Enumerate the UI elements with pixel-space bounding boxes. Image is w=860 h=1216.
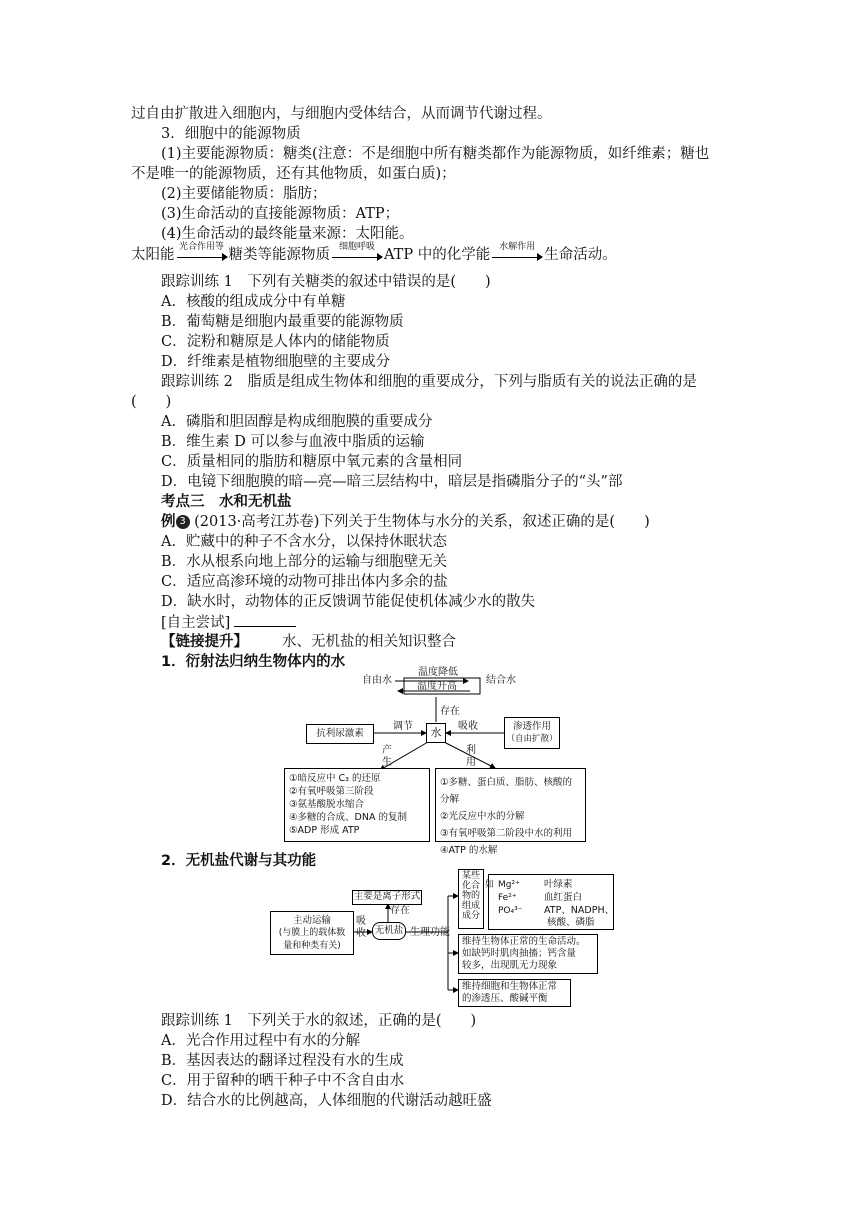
ion-mg-target: 叶绿素 xyxy=(544,879,573,890)
example-label: 例 xyxy=(161,514,176,530)
option: C．用于留种的晒干种子中不含自由水 xyxy=(161,1073,405,1089)
ru-label: 如 xyxy=(485,880,495,890)
temp-down-label: 温度降低 xyxy=(418,667,458,678)
sub-heading: 2．无机盐代谢与其功能 xyxy=(161,853,317,869)
ion-box xyxy=(485,874,615,930)
list-item: ④ATP 的水解 xyxy=(440,845,498,856)
question-stem-cont: ( ) xyxy=(131,394,172,410)
salt-node: 无机盐 xyxy=(372,922,406,940)
question-stem: 跟踪训练 1 下列有关糖类的叙述中错误的是( ) xyxy=(161,274,491,290)
example-text: (2013·高考江苏卷)下列关于生物体与水分的关系，叙述正确的是( ) xyxy=(194,514,650,530)
compound-box: 某些化合物的组成成分 xyxy=(458,869,484,929)
option: A．光合作用过程中有水的分解 xyxy=(161,1033,360,1049)
absorb-label: 吸收 xyxy=(458,721,478,732)
text-line: (4)生命活动的最终能量来源：太阳能。 xyxy=(161,226,414,242)
exist-label: 存在 xyxy=(440,706,460,717)
temp-up-label: 温度升高 xyxy=(417,681,457,692)
option: D．缺水时，动物体的正反馈调节能促使机体减少水的散失 xyxy=(161,594,536,610)
balance-box: 维持细胞和生物体正常 的渗透压、酸碱平衡 xyxy=(458,979,571,1007)
list-item: ③有氧呼吸第二阶段中水的利用 xyxy=(440,828,573,839)
option: C．质量相同的脂肪和糖原中氧元素的含量相同 xyxy=(161,454,463,470)
example-number: 3 xyxy=(176,515,190,529)
option: A．核酸的组成成分中有单糖 xyxy=(161,294,346,310)
list-item: ③氨基酸脱水缩合 xyxy=(289,799,365,810)
free-water: 自由水 xyxy=(362,675,392,686)
section-heading: 3．细胞中的能源物质 xyxy=(161,126,301,142)
option: B．水从根系向地上部分的运输与细胞壁无关 xyxy=(161,554,448,570)
link-title: 水、无机盐的相关知识整合 xyxy=(282,634,456,650)
regulate-label: 调节 xyxy=(393,721,413,732)
question-stem: 跟踪训练 2 脂质是组成生物体和细胞的重要成分，下列与脂质有关的说法正确的是 xyxy=(161,374,697,390)
ionic-box: 主要是离子形式 xyxy=(352,890,422,905)
arrow-photosynthesis: 光合作用等 xyxy=(175,245,229,265)
sub-heading: 1．衍射法归纳生物体内的水 xyxy=(161,654,346,670)
option: C．适应高渗环境的动物可排出体内多余的盐 xyxy=(161,574,448,590)
adh-box: 抗利尿激素 xyxy=(306,724,374,744)
option: D．结合水的比例越高，人体细胞的代谢活动越旺盛 xyxy=(161,1093,492,1109)
option: B．葡萄糖是细胞内最重要的能源物质 xyxy=(161,314,404,330)
list-item: ④多糖的合成、DNA 的复制 xyxy=(289,812,407,823)
section-heading: 考点三 水和无机盐 xyxy=(161,494,292,510)
ion-mg: Mg²⁺ xyxy=(498,880,520,890)
self-try: [自主尝试] xyxy=(161,612,296,633)
ion-po: PO₄³⁻ xyxy=(498,906,523,916)
option: B．维生素 D 可以参与血液中脂质的运输 xyxy=(161,434,425,450)
ion-po-target-2: 核酸、磷脂 xyxy=(547,917,595,928)
energy-use: 生命活动。 xyxy=(544,247,617,263)
produce-label: 产生 xyxy=(382,745,392,768)
text-line: (3)生命活动的直接能源物质：ATP； xyxy=(161,206,400,222)
option: D．纤维素是植物细胞壁的主要成分 xyxy=(161,354,391,370)
energy-store: 糖类等能源物质 xyxy=(228,247,330,263)
absorb-label: 吸收 xyxy=(356,916,366,939)
text-line: (1)主要能源物质：糖类(注意：不是细胞中所有糖类都作为能源物质，如纤维素；糖也 xyxy=(161,146,710,162)
energy-atp: ATP 中的化学能 xyxy=(384,247,491,263)
text-line: 不是唯一的能源物质，还有其他物质，如蛋白质)； xyxy=(131,166,456,182)
osmosis-box: 渗透作用 （自由扩散） xyxy=(504,717,560,749)
list-item: ①多糖、蛋白质、脂肪、核酸的分解 xyxy=(440,777,573,805)
energy-source: 太阳能 xyxy=(131,247,175,263)
text-line: (2)主要储能物质：脂肪； xyxy=(161,186,327,202)
text-line: 过自由扩散进入细胞内，与细胞内受体结合，从而调节代谢过程。 xyxy=(131,106,552,122)
arrow-respiration: 细胞呼吸 xyxy=(330,245,384,265)
list-item: ①暗反应中 C₃ 的还原 xyxy=(289,773,381,784)
list-item: ②有氧呼吸第三阶段 xyxy=(289,786,374,797)
option: A．贮藏中的种子不含水分，以保持休眠状态 xyxy=(161,534,447,550)
option: D．电镜下细胞膜的暗—亮—暗三层结构中，暗层是指磷脂分子的“头”部 xyxy=(161,474,623,490)
option: A．磷脂和胆固醇是构成细胞膜的重要成分 xyxy=(161,414,433,430)
water-node: 水 xyxy=(426,723,446,743)
ion-po-target: ATP、NADPH、 xyxy=(544,905,615,916)
option: C．淀粉和糖原是人体内的储能物质 xyxy=(161,334,390,350)
ion-fe-target: 血红蛋白 xyxy=(544,892,583,903)
option: B．基因表达的翻译过程没有水的生成 xyxy=(161,1053,404,1069)
life-activity-box: 维持生物体正常的生命活动。 如缺钙时肌肉抽搐；钙含量 较多，出现肌无力现象 xyxy=(458,934,598,974)
bound-water: 结合水 xyxy=(486,675,516,686)
function-label: 生理功能 xyxy=(410,927,450,938)
active-transport-box: 主动运输 (与膜上的载体数 量和种类有关) xyxy=(270,911,354,955)
list-item: ⑤ADP 形成 ATP xyxy=(289,825,360,836)
question-stem: 跟踪训练 1 下列关于水的叙述，正确的是( ) xyxy=(161,1013,477,1029)
use-label: 利用 xyxy=(466,745,476,768)
arrow-hydrolysis: 水解作用 xyxy=(490,245,544,265)
exist-label: 存在 xyxy=(390,905,410,916)
list-item: ②光反应中水的分解 xyxy=(440,811,525,822)
ion-fe: Fe²⁺ xyxy=(498,893,517,903)
link-label: 【链接提升】 xyxy=(161,634,248,650)
